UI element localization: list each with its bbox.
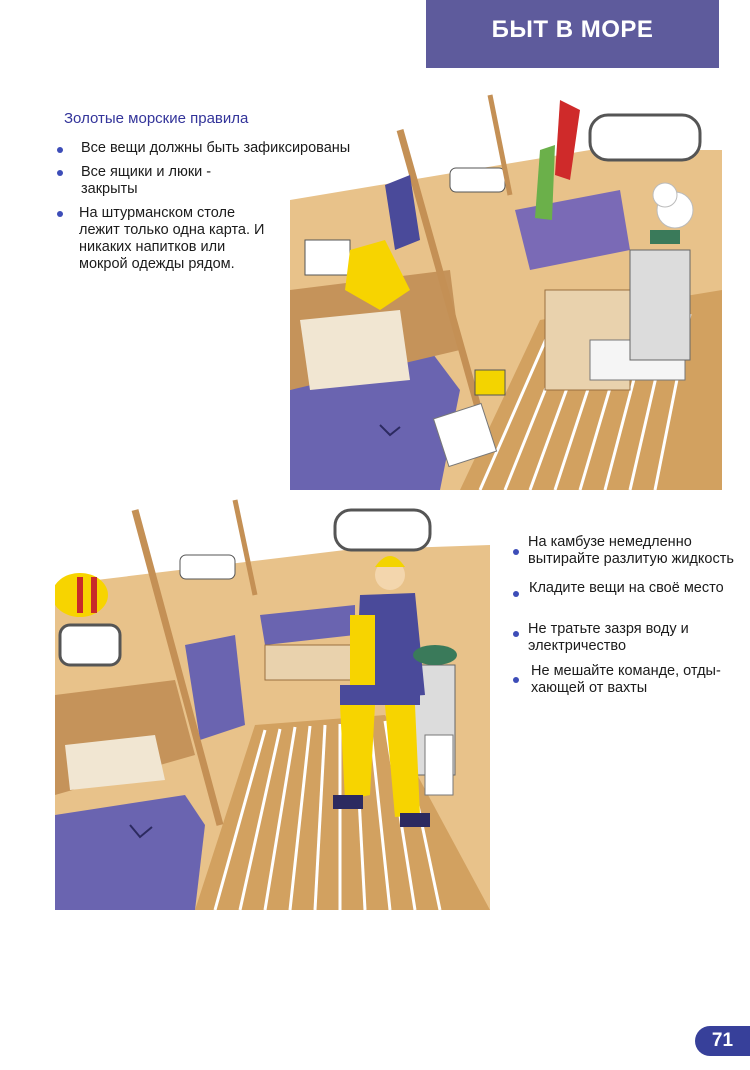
tip-item-3: Не тратьте зазря воду и электричество <box>528 621 689 654</box>
messy-cabin-illustration <box>290 90 722 490</box>
bullet-dot <box>513 677 519 683</box>
bullet-dot <box>513 631 519 637</box>
tip-item-1: На камбузе немедленно вытирайте разлитую жидкость <box>528 534 734 567</box>
bullet-dot <box>513 591 519 597</box>
rule-item-2: Все ящики и люки - закрыты <box>81 164 212 197</box>
bullet-dot <box>513 549 519 555</box>
rules-title: Золотые морские правила <box>64 110 249 127</box>
rule-item-3: На штурманском столе лежит только одна карта. И никаких напитков или мокрой одежды рядом. <box>79 205 265 272</box>
bullet-dot <box>57 211 63 217</box>
section-title: БЫТ В МОРЕ <box>491 16 654 43</box>
page-number: 71 <box>695 1026 750 1056</box>
tidy-cabin-illustration <box>55 495 490 910</box>
rule-item-1: Все вещи должны быть зафиксированы <box>81 140 351 156</box>
tip-item-4: Не мешайте команде, отды-хающей от вахты <box>531 663 721 696</box>
section-header-band <box>426 0 719 68</box>
tip-item-2: Кладите вещи на своё место <box>529 580 724 596</box>
bullet-dot <box>57 147 63 153</box>
bullet-dot <box>57 170 63 176</box>
